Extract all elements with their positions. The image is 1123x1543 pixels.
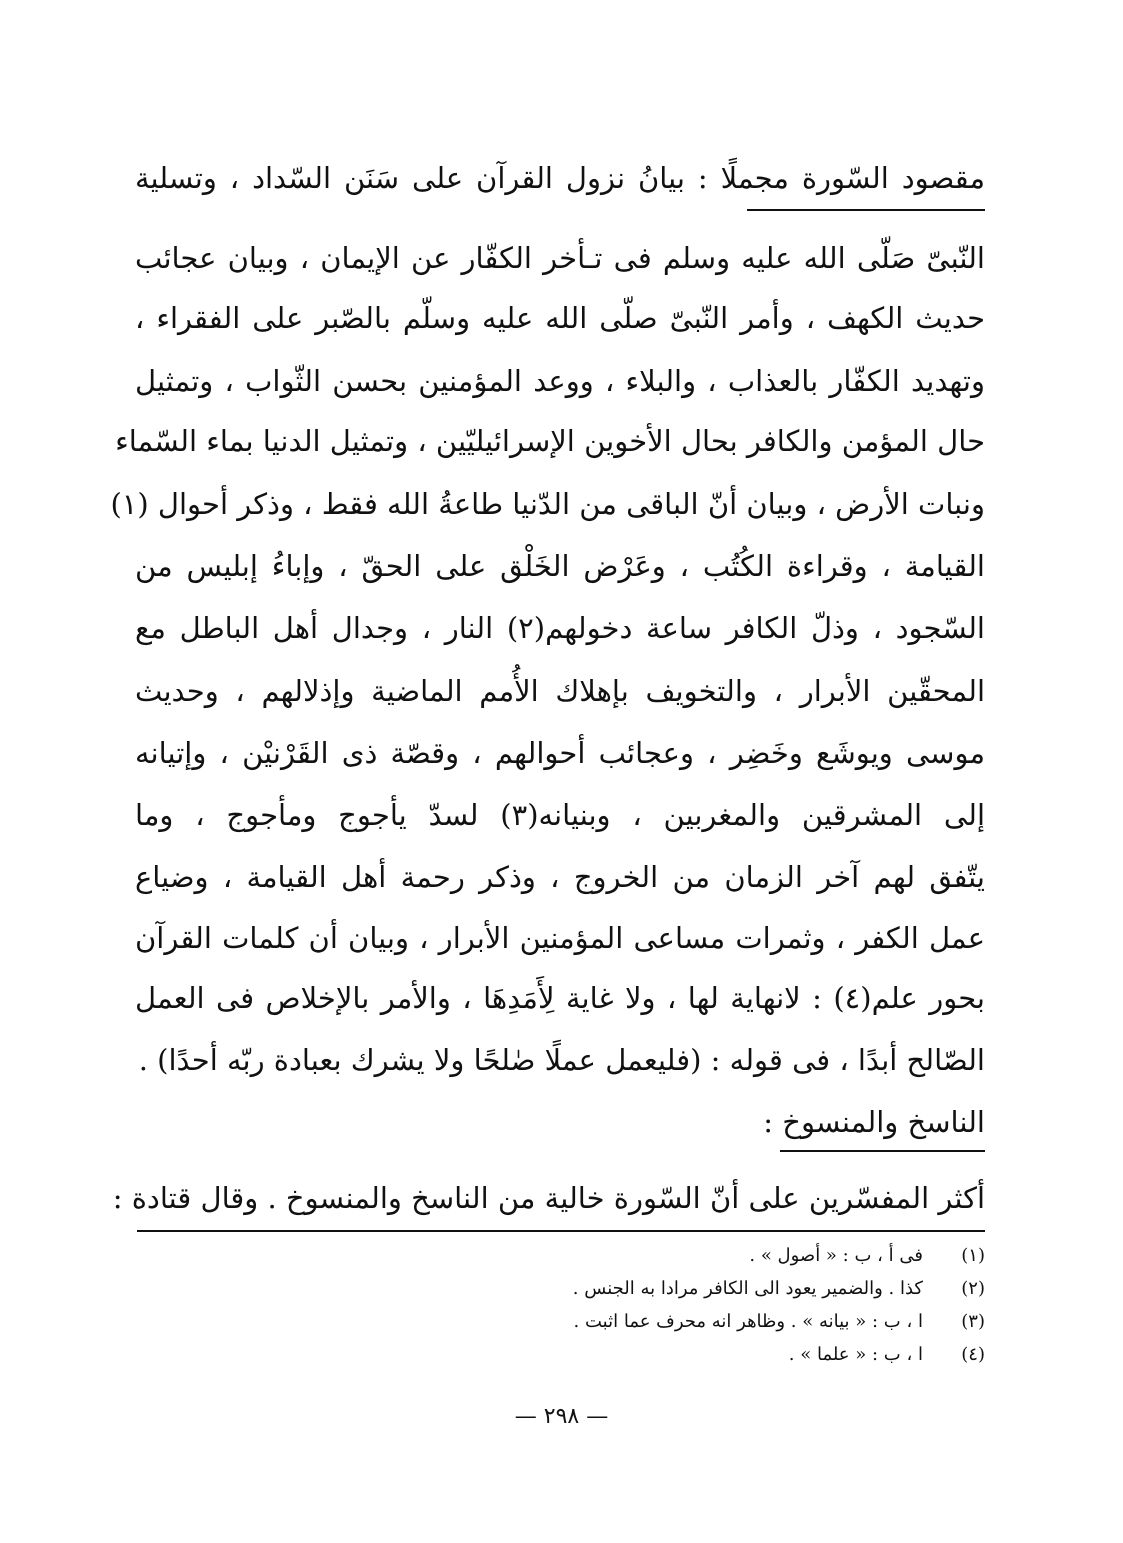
- footnote-text: كذا . والضمير يعود الى الكافر مرادا به الجنس .: [572, 1278, 923, 1299]
- footnote-2: [135, 1275, 985, 1303]
- footnote-text: ا ، ب : « بيانه » . وظاهر انه محرف عما اثبت .: [573, 1311, 923, 1332]
- body-line-9: المحقّين الأبرار ، والتخويف بإهلاك الأُمم الماضية وإذلالهم ، وحديث: [135, 674, 985, 708]
- body-line-3: حديث الكهف ، وأمر النّبىّ صلّى الله عليه وسلّم بالصّبر على الفقراء ،: [135, 301, 985, 335]
- body-line-15: الصّالح أبدًا ، فى قوله : (فليعمل عملًا صٰلحًا ولا يشرك بعبادة ربّه أحدًا) .: [138, 1043, 985, 1077]
- body-line-12: يتّفق لهم آخر الزمان من الخروج ، وذكر رحمة أهل القيامة ، وضياع: [135, 860, 985, 894]
- body-line-5: حال المؤمن والكافر بحال الأخوين الإسرائيليّين ، وتمثيل الدنيا بماء السّماء: [115, 424, 985, 458]
- body-line-8: السّجود ، وذلّ الكافر ساعة دخولهم(٢) النار ، وجدال أهل الباطل مع: [135, 611, 985, 645]
- body-line-14: بحور علم(٤) : لانهاية لها ، ولا غاية لِأَمَدِهَا ، والأمر بالإخلاص فى العمل: [135, 981, 985, 1015]
- body-line-11: إلى المشرقين والمغربين ، وبنيانه(٣) لسدّ يأجوج ومأجوج ، وما: [135, 798, 985, 832]
- body-line-2: النّبىّ صَلّى الله عليه وسلم فى تـأخر الكفّار عن الإيمان ، وبيان عجائب: [135, 241, 985, 275]
- heading-underline: [747, 209, 985, 211]
- footnote-number: (١): [961, 1245, 985, 1266]
- body-line-4: وتهديد الكفّار بالعذاب ، والبلاء ، ووعد المؤمنين بحسن الثّواب ، وتمثيل: [135, 364, 985, 398]
- body-line-10: موسى ويوشَع وخَضِر ، وعجائب أحوالهم ، وقصّة ذى القَرْنيْن ، وإتيانه: [135, 736, 985, 770]
- footnote-number: (٤): [961, 1344, 985, 1365]
- body-line-7: القيامة ، وقراءة الكُتُب ، وعَرْض الخَلْق على الحقّ ، وإباءُ إبليس من: [135, 549, 985, 583]
- footnote-number: (٢): [961, 1278, 985, 1299]
- footnote-separator: [137, 1230, 985, 1232]
- body-line-13: عمل الكفر ، وثمرات مساعى المؤمنين الأبرار ، وبيان أن كلمات القرآن: [135, 921, 985, 955]
- body-line-6: ونبات الأرض ، وبيان أنّ الباقى من الدّنيا طاعةُ الله فقط ، وذكر أحوال (١): [110, 487, 985, 521]
- section-first-line: أكثر المفسّرين على أنّ السّورة خالية من الناسخ والمنسوخ . وقال قتادة :: [112, 1181, 985, 1215]
- footnote-number: (٣): [961, 1311, 985, 1332]
- footnote-text: ا ، ب : « علما » .: [788, 1344, 923, 1365]
- footnote-3: [135, 1308, 985, 1336]
- body-line-1: مقصود السّورة مجملًا : بيانُ نزول القرآن على سَنَن السّداد ، وتسلية: [135, 161, 985, 195]
- section-heading-underline: [780, 1150, 985, 1152]
- footnote-1: [135, 1242, 985, 1270]
- footnote-4: [135, 1341, 985, 1369]
- page-number: — ٢٩٨ —: [514, 1404, 609, 1429]
- footnote-text: فى أ ، ب : « أصول » .: [749, 1245, 923, 1266]
- section-heading: الناسخ والمنسوخ :: [763, 1105, 985, 1139]
